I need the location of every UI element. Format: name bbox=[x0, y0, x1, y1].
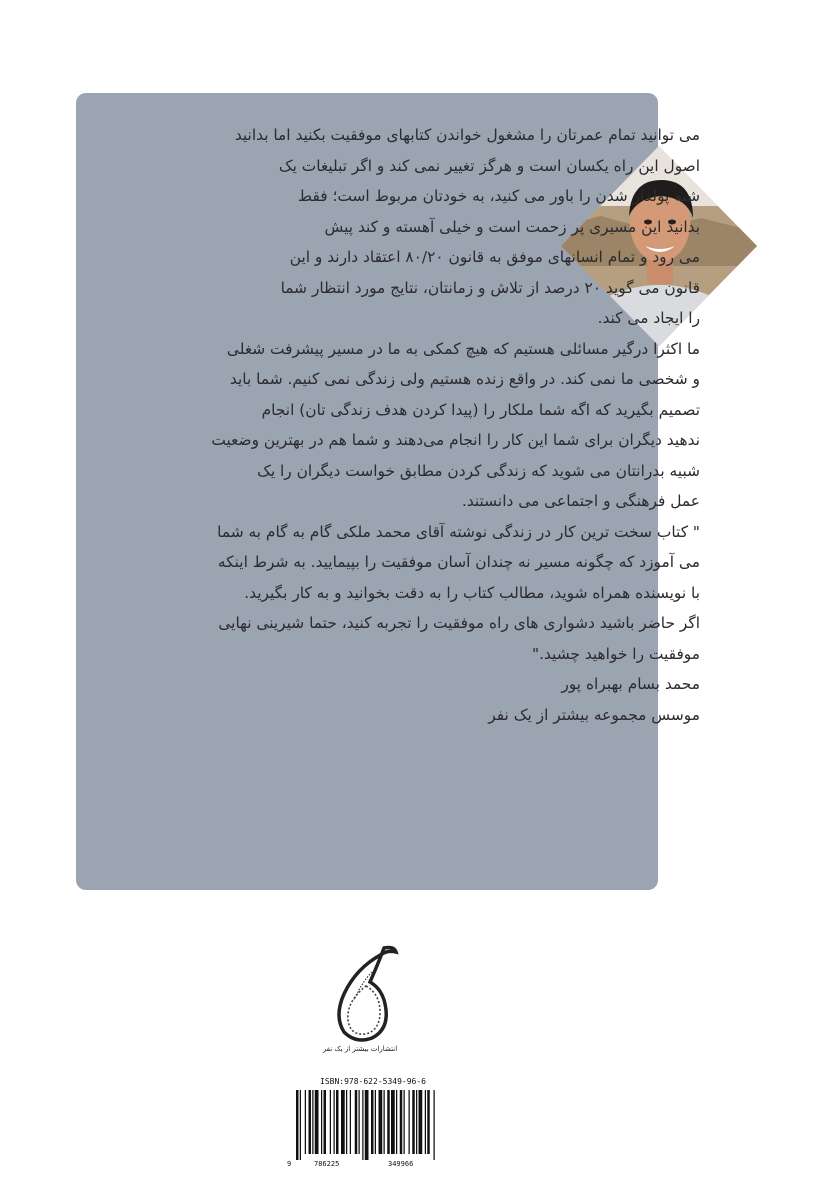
text-line: موفقیت را خواهید چشید." bbox=[532, 644, 700, 663]
barcode-bar bbox=[355, 1090, 358, 1154]
barcode-bar bbox=[425, 1090, 426, 1154]
barcode-bar bbox=[312, 1090, 313, 1154]
barcode-bar bbox=[427, 1090, 430, 1154]
barcode-bar bbox=[336, 1090, 339, 1154]
paragraph-quote bbox=[172, 517, 700, 670]
barcode-bar bbox=[341, 1090, 345, 1154]
text-line: عمل فرهنگی و اجتماعی می دانستند. bbox=[461, 492, 700, 510]
text-line: " کتاب سخت ترین کار در زندگی نوشته آقای محمد ملکی گام به گام به شما bbox=[217, 522, 700, 541]
text-line: اصول این راه یکسان است و هرگز تغییر نمی کند و اگر تبلیغات یک bbox=[278, 156, 700, 175]
barcode-bar bbox=[384, 1090, 385, 1154]
text-line: می رود و تمام انسانهای موفق به قانون ۸۰/۲۰ اعتقاد دارند و این bbox=[289, 248, 700, 266]
barcode-bar bbox=[330, 1090, 331, 1154]
barcode-bar bbox=[396, 1090, 397, 1154]
barcode-bar bbox=[434, 1090, 435, 1160]
paragraph-body bbox=[172, 334, 700, 517]
text-line: بدانید این مسیری پر زحمت است و خیلی آهسته و کند پیش bbox=[324, 217, 700, 236]
text-line: ندهید دیگران برای شما این کار را انجام می‌دهند و شما هم در بهترین وضعیت bbox=[211, 431, 700, 449]
text-line: و شخصی ما نمی کند. در واقع زنده هستیم ولی زندگی نمی کنیم. شما باید bbox=[229, 370, 700, 388]
back-cover-text bbox=[88, 120, 700, 880]
barcode-bar bbox=[346, 1090, 347, 1154]
barcode-bar bbox=[315, 1090, 319, 1154]
barcode-bar bbox=[350, 1090, 351, 1154]
barcode-bar bbox=[300, 1090, 301, 1160]
barcode-bar bbox=[309, 1090, 312, 1154]
barcode-bar bbox=[400, 1090, 403, 1154]
text-line: تصمیم بگیرید که اگه شما ملکار را (پیدا کردن هدف زندگی تان) انجام bbox=[261, 400, 700, 419]
barcode-bar bbox=[404, 1090, 405, 1154]
text-line: شبیه بدرانتان می شوید که زندگی کردن مطابق خواست دیگران را یک bbox=[257, 461, 700, 480]
barcode-bar bbox=[416, 1090, 417, 1154]
text-line: می آموزد که چگونه مسیر نه چندان آسان موفقیت را بپیمایید. به شرط اینکه bbox=[217, 553, 700, 571]
barcode-bar bbox=[419, 1090, 423, 1154]
barcode-bar bbox=[379, 1090, 383, 1154]
barcode-bar bbox=[334, 1090, 335, 1154]
barcode-bar bbox=[296, 1090, 299, 1160]
signature-name: محمد بسام بهبراه پور bbox=[561, 675, 700, 693]
barcode-digits-right: 349966 bbox=[388, 1160, 414, 1168]
barcode-bar bbox=[387, 1090, 390, 1154]
text-line: با نویسنده همراه شوید، مطالب کتاب را به دقت بخوانید و به کار بگیرید. bbox=[244, 583, 700, 602]
isbn-label: ISBN:978-622-5349-96-6 bbox=[320, 1077, 426, 1086]
barcode-bar bbox=[409, 1090, 410, 1154]
barcode-digit-prefix: 9 bbox=[287, 1160, 292, 1168]
barcode-bar bbox=[324, 1090, 327, 1154]
barcode-bar bbox=[359, 1090, 360, 1154]
barcode-bar bbox=[391, 1090, 395, 1154]
publisher-logo-icon bbox=[326, 942, 400, 1046]
barcode-bar bbox=[412, 1090, 415, 1154]
isbn-barcode bbox=[284, 1088, 444, 1172]
barcode-bar bbox=[371, 1090, 374, 1154]
text-line: را ایجاد می کند. bbox=[597, 309, 700, 327]
text-line: می توانید تمام عمرتان را مشغول خواندن کتابهای موفقیت بکنید اما بدانید bbox=[234, 126, 700, 144]
paragraph-intro bbox=[88, 120, 700, 334]
barcode-bar bbox=[305, 1090, 306, 1154]
publisher-logo bbox=[326, 942, 400, 1050]
signature-title: موسس مجموعه بیشتر از یک نفر bbox=[488, 705, 700, 724]
text-line: قانون می گوید ۲۰ درصد از تلاش و زمانتان، نتایج مورد انتظار شما bbox=[280, 278, 700, 297]
barcode-digits-left: 786225 bbox=[314, 1160, 340, 1168]
barcode-icon bbox=[284, 1088, 444, 1168]
text-line: شبه پولدار شدن را باور می کنید، به خودتان مربوط است؛ فقط bbox=[297, 187, 700, 205]
text-line: اگر حاضر باشید دشواری های راه موفقیت را تجربه کنید، حتما شیرینی نهایی bbox=[218, 614, 700, 632]
signature bbox=[172, 669, 700, 730]
barcode-bar bbox=[321, 1090, 322, 1154]
text-line: ما اکثرا درگیر مسائلی هستیم که هیچ کمکی به ما در مسیر پیشرفت شغلی bbox=[226, 339, 700, 358]
barcode-bar bbox=[365, 1090, 369, 1160]
barcode-bar bbox=[375, 1090, 376, 1154]
publisher-name: انتشارات بیشتر از یک نفر bbox=[322, 1045, 398, 1053]
barcode-bar bbox=[362, 1090, 363, 1160]
